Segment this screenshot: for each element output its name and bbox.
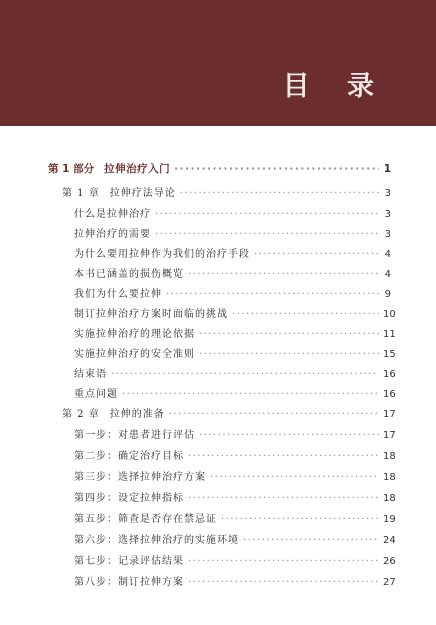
toc-page-number: 16 (383, 389, 396, 400)
toc-section-entry[interactable] (74, 348, 396, 362)
toc-leader-dots (122, 388, 379, 402)
toc-section-title: 拉伸治疗的需要 (74, 229, 151, 240)
toc-section-title: 本书已涵盖的损伤概览 (74, 269, 184, 280)
toc-leader-dots (199, 328, 379, 342)
toc-leader-dots (111, 368, 379, 382)
toc-section-title: 第一步：对患者进行评估 (74, 430, 195, 441)
toc-chapter-title: 拉伸的准备 (109, 409, 165, 420)
toc-section-title: 第四步：设定拉伸指标 (74, 493, 184, 504)
toc-section-entry[interactable] (74, 208, 391, 222)
toc-leader-dots (188, 492, 379, 506)
toc-section-entry[interactable] (74, 513, 396, 527)
toc-section-title: 第三步：选择拉伸治疗方案 (74, 472, 206, 483)
toc-section-entry[interactable] (74, 308, 396, 322)
toc-section-entry[interactable] (74, 450, 396, 464)
toc-leader-dots (199, 348, 379, 362)
toc-page-number: 17 (383, 430, 396, 441)
toc-leader-dots (155, 228, 379, 242)
toc-page-number: 27 (383, 577, 396, 588)
toc-page-number: 1 (383, 163, 391, 175)
toc-leader-dots (254, 248, 379, 262)
toc-page-number: 15 (383, 349, 396, 360)
toc-section-title: 第八步：制订拉伸方案 (74, 577, 184, 588)
toc-page-number: 9 (384, 289, 391, 300)
toc-section-entry[interactable] (74, 576, 396, 590)
toc-section-title: 实施拉伸治疗的理论依据 (74, 329, 195, 340)
toc-page-number: 3 (384, 229, 391, 240)
toc-leader-dots (232, 308, 379, 322)
toc-leader-dots (188, 268, 379, 282)
toc-section-title: 实施拉伸治疗的安全准则 (74, 349, 195, 360)
toc-page-number: 18 (383, 472, 396, 483)
toc-leader-dots (210, 471, 379, 485)
toc-page-number: 4 (384, 249, 391, 260)
toc-section-entry[interactable] (74, 288, 391, 302)
toc-page-number: 10 (383, 309, 396, 320)
toc-section-title: 第七步：记录评估结果 (74, 556, 184, 567)
toc-page-number: 3 (384, 209, 391, 220)
toc-section-title: 什么是拉伸治疗 (74, 209, 151, 220)
toc-section-title: 制订拉伸治疗方案时面临的挑战 (74, 309, 228, 320)
toc-page-number: 17 (383, 409, 396, 420)
toc-page-number: 16 (383, 369, 396, 380)
toc-section-entry[interactable] (74, 555, 396, 569)
toc-page-number: 11 (383, 329, 396, 340)
toc-section-entry[interactable] (74, 429, 396, 443)
toc-page-number: 24 (383, 535, 396, 546)
toc-chapter-entry[interactable] (62, 408, 396, 422)
toc-leader-dots (155, 208, 379, 222)
toc-section-entry[interactable] (74, 248, 391, 262)
toc-leader-dots (243, 534, 379, 548)
toc-section-entry[interactable] (74, 268, 391, 282)
toc-page-number: 18 (383, 451, 396, 462)
toc-leader-dots (188, 450, 379, 464)
toc-leader-dots (221, 513, 379, 527)
toc-section-title: 第二步：确定治疗目标 (74, 451, 184, 462)
toc-section-entry[interactable] (74, 534, 396, 548)
toc-part-number: 第 1 部分 (48, 163, 95, 175)
toc-section-entry[interactable] (74, 328, 396, 342)
toc-leader-dots (169, 408, 379, 422)
toc-leader-dots (180, 187, 379, 201)
toc-page-number: 4 (384, 269, 391, 280)
toc-leader-dots (199, 429, 379, 443)
toc-section-title: 结束语 (74, 369, 107, 380)
toc-part-title: 拉伸治疗入门 (104, 163, 171, 175)
toc-section-entry[interactable] (74, 368, 396, 382)
toc-section-title: 我们为什么要拉伸 (74, 289, 162, 300)
toc-page-number: 26 (383, 556, 396, 567)
toc-part-entry[interactable] (48, 162, 391, 176)
toc-page-number: 18 (383, 493, 396, 504)
toc-leader-dots (188, 555, 379, 569)
header-banner (0, 0, 436, 126)
toc-section-entry[interactable] (74, 388, 396, 402)
toc-chapter-entry[interactable] (62, 187, 391, 201)
toc-section-title: 重点问题 (74, 389, 118, 400)
toc-section-title: 第五步：筛查是否存在禁忌证 (74, 514, 217, 525)
toc-chapter-number: 第 2 章 (62, 409, 100, 420)
toc-leader-dots (166, 288, 379, 302)
toc-chapter-number: 第 1 章 (62, 188, 100, 199)
toc-section-entry[interactable] (74, 492, 396, 506)
toc-page-number: 19 (383, 514, 396, 525)
toc-leader-dots (174, 162, 379, 176)
toc-section-entry[interactable] (74, 228, 391, 242)
toc-page-number: 3 (384, 188, 391, 199)
toc-leader-dots (188, 576, 379, 590)
toc-section-title: 为什么要用拉伸作为我们的治疗手段 (74, 249, 250, 260)
toc-section-entry[interactable] (74, 471, 396, 485)
page-title: 目 录 (282, 71, 388, 102)
toc-chapter-title: 拉伸疗法导论 (109, 188, 176, 199)
toc-section-title: 第六步：选择拉伸治疗的实施环境 (74, 535, 239, 546)
